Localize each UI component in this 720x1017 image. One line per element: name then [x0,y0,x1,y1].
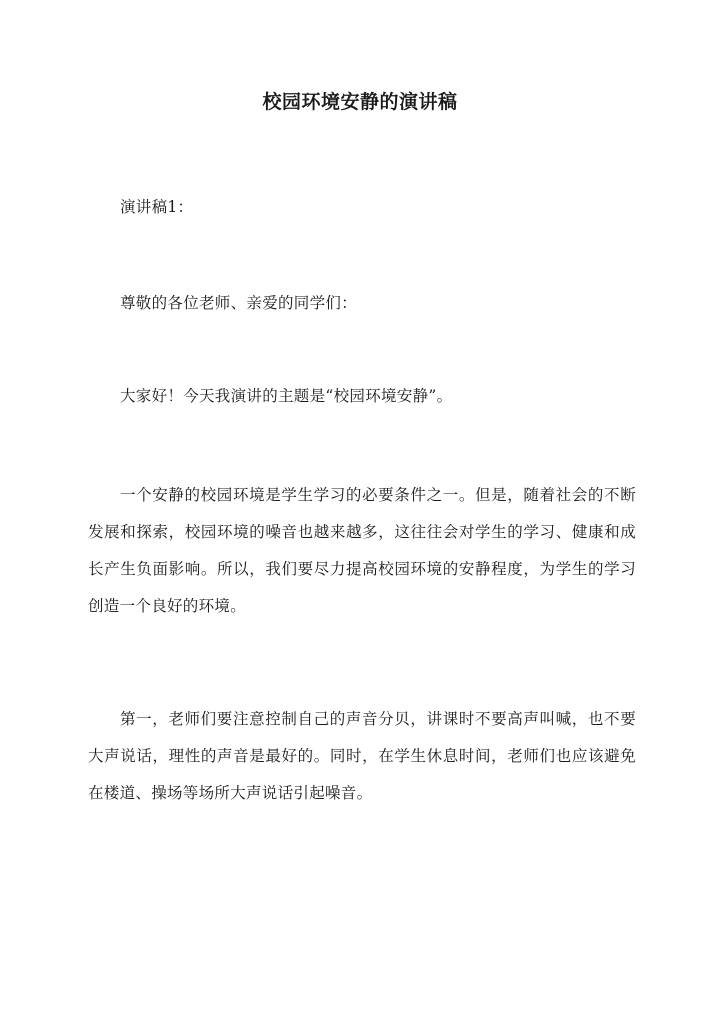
paragraph-greeting: 大家好！今天我演讲的主题是“校园环境安静”。 [120,387,453,405]
paragraph-first-point: 第一，老师们要注意控制自己的声音分贝，讲课时不要高声叫喊，也不要大声说话，理性的声音是最好的。同时，在学生休息时间，老师们也应该避免在楼道、操场等场所大声说话引起噪音。 [88,710,636,802]
paragraph-speech-label: 演讲稿1： [120,198,194,216]
document-title: 校园环境安静的演讲稿 [262,91,458,113]
paragraph-introduction: 一个安静的校园环境是学生学习的必要条件之一。但是，随着社会的不断发展和探索，校园环境的噪音也越来越多，这往往会对学生的学习、健康和成长产生负面影响。所以，我们要尽力提高校园环境的安静程度，为学生的学习创造一个良好的环境。 [88,486,636,615]
paragraph-salutation: 尊敬的各位老师、亲爱的同学们： [120,294,358,312]
